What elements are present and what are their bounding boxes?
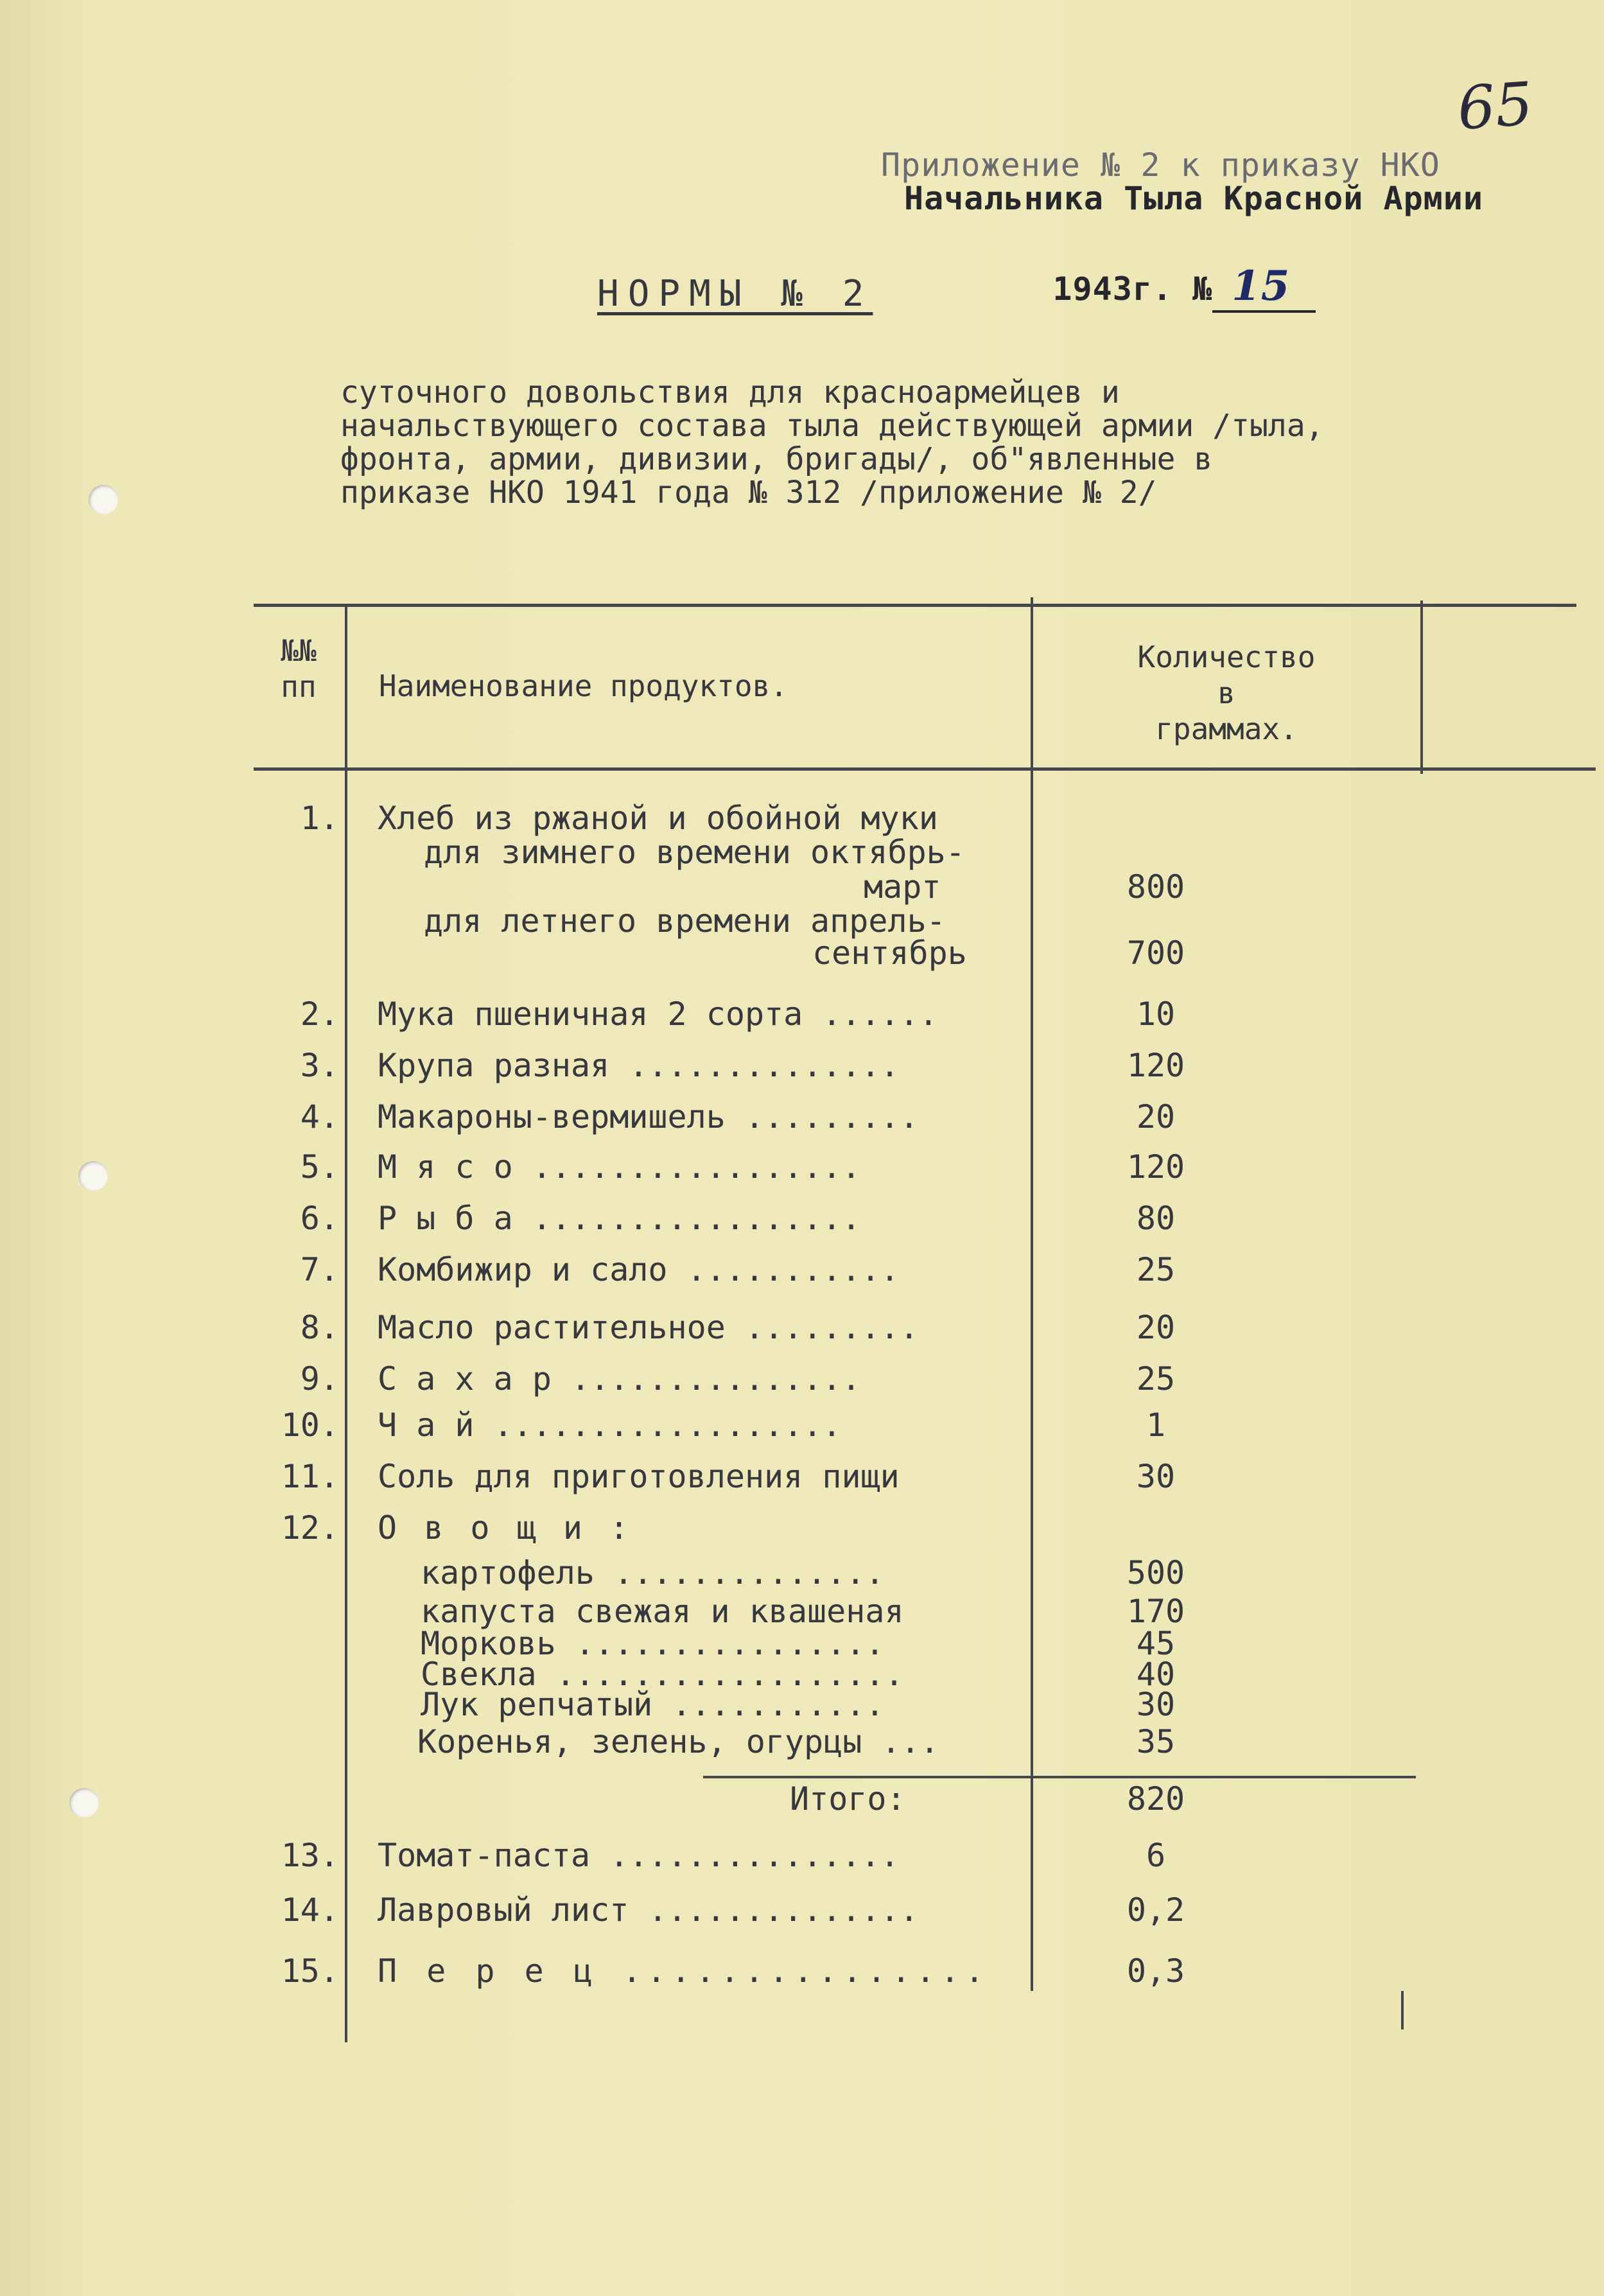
table-row: 2. Мука пшеничная 2 сорта ...... 10 [300,995,1176,1033]
table-top-rule [254,604,1576,607]
table-row: 10. Ч а й .................. 1 [281,1407,1166,1444]
table-row: 15. П е р е ц ............... 0,3 [281,1952,1185,1990]
total-label: Итого: [790,1780,906,1818]
intro-line: начальствующего состава тыла действующей армии /тыла, [340,408,1324,444]
header-line-2: Начальника Тыла Красной Армии [904,180,1483,217]
column-divider-qty [1420,600,1423,774]
total-qty: 820 [1126,1780,1185,1818]
intro-paragraph [340,376,1560,509]
column-header-num: №№ пп [281,633,317,704]
table-row: 11. Соль для приготовления пищи 30 [281,1458,1176,1495]
table-row: 8. Масло растительное ......... 20 [300,1309,1176,1346]
column-header-name: Наименование продуктов. [379,669,788,703]
table-row: 7. Комбижир и сало ........... 25 [300,1251,1176,1288]
table-row: 13. Томат-паста ............... 6 [281,1837,1166,1874]
intro-line: приказе НКО 1941 года № 312 /приложение № 2/ [340,475,1157,511]
table-row: 14. Лавровый лист .............. 0,2 [281,1891,1185,1929]
table-row: 4. Макароны-вермишель ......... 20 [300,1098,1176,1135]
table-row: 5. М я с о ................. 120 [300,1148,1185,1186]
punch-hole [69,1788,99,1818]
table-row: 9. С а х а р ............... 25 [300,1360,1176,1398]
page-title: НОРМЫ № 2 [597,273,873,315]
header-year: 1943г. № [1052,270,1213,308]
table-row: 6. Р ы б а ................. 80 [300,1200,1176,1237]
table-row: март 800 [864,868,1185,906]
subtotal-rule [703,1776,1416,1778]
punch-hole [89,485,118,514]
table-row: 3. Крупа разная .............. 120 [300,1047,1185,1084]
intro-line: фронта, армии, дивизии, бригады/, об"явленные в [340,441,1213,477]
table-row: для летнего времени апрель- [424,902,946,940]
table-header-rule [254,767,1596,771]
table-row: 12. О в о щ и : [281,1509,633,1547]
table-row: для зимнего времени октябрь- [424,834,965,871]
table-row: сентябрь 700 [812,934,1185,972]
header-line-3 [973,225,1316,347]
header-line-1: Приложение № 2 к приказу НКО [881,146,1440,184]
document-sheet: 65 Приложение № 2 к приказу НКО Начальника Тыла Красной Армии 1943г. № 15 НОРМЫ № 2 суточного довольствия для красноармейцев и начальствующего состава тыла действующей армии /тыла, фронта, армии, дивизии, бригады/, об"явленные в приказе НКО 1941 года № 312 /приложение № 2/ №№ пп Наименование продуктов. Количество в граммах. 1. Хлеб из ржаной и обойной муки для зимнего времени октябрь- март 800 для летнего времени апрель- сентябрь 700 2. Мука пшеничная 2 сорта ...... 10 3. Крупа разная .............. 120 4. Макароны-вермишель ......... 20 5. М я с о ................. 120 6. Р ы б а ................. 80 7. Комбижир и сало ........... 25 8. Масло растительное ......... 20 9. С а х а р ............... 25 10. Ч а й .................. 1 11. Соль для приготовления пищи 30 12. О в о щ и : картофель .............. 500 капуста свежая и квашеная 170 Морковь ................ 45 Свекла .................. 40 Лук репчатый ........... 30 Коренья, зелень, огурцы ... 35 Итого: 820 13. Томат-паста ............... 6 14. Лавровый лист .............. 0,2 15. П е р е ц ............... 0,3 [0,0,1604,2296]
column-header-qty: Количество в граммах. [1137,640,1316,746]
table-row: 1. Хлеб из ржаной и обойной муки [300,800,938,837]
folio-number: 65 [1455,69,1535,143]
order-number: 15 [1212,262,1316,313]
intro-line: суточного довольствия для красноармейцев и [340,374,1120,410]
